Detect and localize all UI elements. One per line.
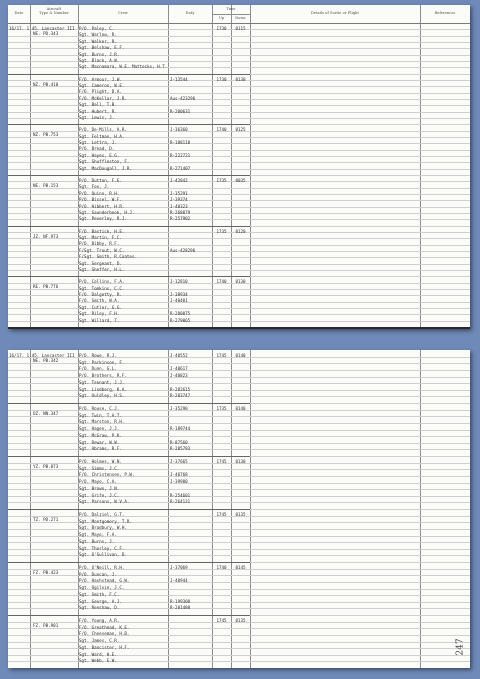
entry-time-up: 1735 bbox=[216, 178, 227, 183]
entry-aircraft: NE. PB.153 bbox=[33, 183, 59, 188]
ruled-line bbox=[8, 496, 470, 497]
crew-member: F/O. Dunn, G.L. bbox=[79, 366, 117, 372]
ruled-line bbox=[8, 377, 470, 378]
column-rule bbox=[30, 5, 31, 327]
crew-member: P/O. Paley, C. bbox=[79, 26, 115, 31]
crew-member: F/Sgt. Trout, W.C. bbox=[79, 247, 125, 253]
entry-time-down: 0125 bbox=[235, 127, 246, 133]
ruled-line bbox=[8, 55, 470, 56]
crew-service-number: R-271407 bbox=[170, 165, 191, 171]
crew-member: Sgt. Bradbury, W.H. bbox=[79, 525, 127, 531]
crew-member: Sgt. Cutler, G.G. bbox=[79, 304, 122, 310]
crew-member: Sgt. Fox, J. bbox=[79, 184, 110, 190]
ruled-line bbox=[8, 112, 470, 113]
sortie-separator bbox=[8, 562, 250, 563]
ruled-line bbox=[8, 245, 470, 246]
entry-aircraft: OZ. NN.347 bbox=[33, 411, 59, 416]
crew-service-number: R-201480 bbox=[170, 605, 191, 611]
ruled-line bbox=[8, 162, 470, 163]
crew-service-number: R-268079 bbox=[170, 209, 191, 215]
entry-time-down: 0140 bbox=[235, 406, 246, 411]
crew-service-number: J-36360 bbox=[170, 127, 188, 133]
crew-member: P/O. Bissel, W.F. bbox=[79, 197, 122, 203]
ruled-line bbox=[8, 48, 470, 49]
entry-time-down: 0120 bbox=[235, 228, 246, 234]
crew-member: Sgt. Martin, F.C. bbox=[79, 235, 122, 241]
column-rule bbox=[250, 5, 251, 327]
entry-time-down: 0115 bbox=[235, 26, 246, 31]
ruled-line bbox=[8, 589, 470, 590]
crew-member: Sgt. Ward, H.E. bbox=[79, 651, 117, 657]
crew-service-number: J-35290 bbox=[170, 406, 188, 411]
ruled-line bbox=[8, 628, 470, 629]
crew-member: P/O. Bibby, R.F. bbox=[79, 241, 120, 247]
crew-service-number: R-254601 bbox=[170, 492, 191, 498]
entry-time-up: 1745 bbox=[216, 459, 227, 464]
entry-time-up: 1740 bbox=[216, 127, 227, 133]
sortie-separator bbox=[8, 124, 250, 125]
crew-member: Sgt. Lettra, J. bbox=[79, 140, 117, 146]
ruled-line bbox=[8, 522, 470, 523]
ruled-line bbox=[8, 188, 470, 189]
ruled-line bbox=[8, 416, 470, 417]
ruled-line bbox=[8, 383, 470, 384]
ruled-line bbox=[8, 257, 470, 258]
crew-member: Sgt. Shuffleston, F. bbox=[79, 159, 130, 165]
crew-service-number: J-40552 bbox=[170, 353, 188, 358]
crew-service-number: J-42842 bbox=[170, 178, 188, 183]
crew-member: Sgt. Smith, F.C. bbox=[79, 591, 120, 597]
ruled-line bbox=[8, 390, 470, 391]
ruled-line bbox=[8, 99, 470, 100]
crew-member: Sgt. Willard, T. bbox=[79, 317, 120, 323]
header-details: Details of Sortie or Flight bbox=[310, 11, 359, 15]
ruled-line bbox=[8, 295, 470, 296]
crew-member: Sgt. Lewis, J. bbox=[79, 114, 115, 120]
entry-time-down: 0135 bbox=[235, 618, 246, 623]
crew-service-number: R-87560 bbox=[170, 439, 188, 445]
crew-member: Sgt. Burns, J. bbox=[79, 538, 115, 544]
ruled-line bbox=[8, 602, 470, 603]
header-date: Date bbox=[14, 11, 24, 15]
entry-aircraft: FZ. PB.901 bbox=[33, 623, 59, 628]
entry-time-up: 1735 bbox=[216, 228, 227, 234]
entry-time-up: 1730 bbox=[216, 76, 227, 82]
ruled-line bbox=[8, 238, 470, 239]
crew-member: P/O. Duncan, J. bbox=[79, 571, 117, 577]
entry-date: 16/17. 1.45. Lancaster III bbox=[9, 26, 75, 31]
crew-member: F/O. Greathead, K.E. bbox=[79, 624, 130, 630]
ruled-line bbox=[8, 200, 470, 201]
crew-service-number: R-222721 bbox=[170, 152, 191, 158]
page-number: 247 bbox=[455, 638, 466, 656]
crew-member: Sgt. Hagen, J.J. bbox=[79, 426, 120, 432]
ruled-line bbox=[8, 36, 470, 37]
crew-service-number: R-188118 bbox=[170, 140, 191, 146]
entry-aircraft: NE. PB.342 bbox=[33, 358, 59, 363]
crew-member: Sgt. Parsons, W.V.A. bbox=[79, 499, 130, 505]
ruled-line bbox=[8, 370, 470, 371]
crew-service-number: J-40617 bbox=[170, 366, 188, 372]
entry-time-up: 1740 bbox=[216, 279, 227, 285]
ruled-line bbox=[8, 118, 470, 119]
ruled-line bbox=[8, 436, 470, 437]
entry-time-down: 0130 bbox=[235, 279, 246, 285]
crew-service-number: R-257902 bbox=[170, 216, 191, 222]
crew-member: Sgt. Warlow, R. bbox=[79, 32, 117, 38]
ruled-line bbox=[8, 423, 470, 424]
crew-member: P/O. O'Neill, R.H. bbox=[79, 565, 125, 570]
ruled-line bbox=[8, 608, 470, 609]
crew-member: Sgt. Feltman, H.A. bbox=[79, 133, 125, 139]
crew-service-number: J-38934 bbox=[170, 292, 188, 298]
crew-member: Sgt. Belshaw, E.F. bbox=[79, 45, 125, 51]
crew-member: Sgt. Saunderbook, H.J. bbox=[79, 209, 135, 215]
crew-member: P/O. Holmes, W.N. bbox=[79, 459, 122, 464]
ruled-line bbox=[8, 502, 470, 503]
ruled-line bbox=[8, 86, 470, 87]
crew-service-number: J-39374 bbox=[170, 197, 188, 203]
ruled-line bbox=[8, 270, 470, 271]
ruled-line bbox=[8, 582, 470, 583]
sortie-separator bbox=[8, 175, 250, 176]
crew-member: F/O. Smith, W.A. bbox=[79, 298, 120, 304]
crew-member: Sgt. Mayo, F.A. bbox=[79, 532, 117, 538]
crew-member: F/O. McKellar, J.R. bbox=[79, 95, 127, 101]
ruled-line bbox=[8, 156, 470, 157]
ruled-line bbox=[8, 150, 470, 151]
sortie-separator bbox=[8, 509, 250, 510]
crew-member: P/O. Brothers, R.F. bbox=[79, 373, 127, 379]
crew-member: F/O. Plight, D.A. bbox=[79, 89, 122, 95]
crew-service-number: R-279065 bbox=[170, 317, 191, 323]
sortie-separator bbox=[8, 403, 250, 404]
ruled-line bbox=[8, 213, 470, 214]
column-rule bbox=[168, 5, 169, 327]
crew-member: P/O. Dalziel, G.T. bbox=[79, 512, 125, 517]
ruled-line bbox=[8, 105, 470, 106]
ruled-line bbox=[8, 61, 470, 62]
crew-service-number: R-264131 bbox=[170, 499, 191, 505]
entry-aircraft: NZ. PB.410 bbox=[33, 81, 59, 87]
crew-service-number: R-200631 bbox=[170, 108, 191, 114]
entry-time-up: 1745 bbox=[216, 353, 227, 358]
crew-member: Sgt. Bancister, H.F. bbox=[79, 644, 130, 650]
crew-member: P/O. Dutton, F.E. bbox=[79, 178, 122, 183]
crew-member: P/O. Mayo, C.A. bbox=[79, 479, 117, 485]
ruled-line bbox=[8, 251, 470, 252]
crew-member: Sgt. Burns, J.R. bbox=[79, 51, 120, 57]
header-up: Up bbox=[218, 16, 225, 20]
crew-member: Sgt. Marston, R.H. bbox=[79, 419, 125, 425]
crew-member: Sgt. Simms, J.C. bbox=[79, 465, 120, 471]
ruled-line bbox=[8, 536, 470, 537]
crew-member: Sgt. Abrams, R.F. bbox=[79, 446, 122, 452]
crew-member: Sgt. Black, A.W. bbox=[79, 57, 120, 63]
crew-member: Sgt. Twin, T.A.T. bbox=[79, 412, 122, 418]
entry-time-down: 0135 bbox=[235, 512, 246, 517]
entry-time-down: 0130 bbox=[235, 459, 246, 464]
header-aircraft: Aircraft Type & Number bbox=[39, 7, 69, 16]
ruled-line bbox=[8, 542, 470, 543]
ruled-line bbox=[8, 642, 470, 643]
crew-member: F/O. Christensen, P.W. bbox=[79, 472, 135, 478]
crew-member: Sgt. Hayes, E.G. bbox=[79, 152, 120, 158]
ruled-line bbox=[8, 529, 470, 530]
crew-service-number: R-199308 bbox=[170, 598, 191, 604]
crew-member: Sgt. Riley, F.H. bbox=[79, 311, 120, 317]
sortie-separator bbox=[8, 276, 250, 277]
crew-service-number: Aus-423296 bbox=[170, 95, 196, 101]
crew-service-number: R-283747 bbox=[170, 393, 191, 399]
crew-service-number: J-39980 bbox=[170, 479, 188, 485]
ruled-line bbox=[8, 42, 470, 43]
crew-member: Sgt. Dewar, W.W. bbox=[79, 439, 120, 445]
ruled-line bbox=[8, 264, 470, 265]
crew-member: Sgt. Brown, J.N. bbox=[79, 485, 120, 491]
crew-member: P/O. Rouse, C.J. bbox=[79, 406, 120, 411]
record-page-1 bbox=[8, 5, 470, 329]
ruled-line bbox=[8, 321, 470, 322]
ruled-line bbox=[8, 219, 470, 220]
entry-date: 16/17. 1.45. Lancaster III bbox=[9, 353, 75, 358]
header-references: References bbox=[434, 11, 456, 15]
record-page-2 bbox=[8, 350, 470, 668]
crew-member: Sgt. Ball, T.B. bbox=[79, 102, 117, 108]
ruled-line bbox=[8, 207, 470, 208]
crew-member: F/O. Young, A.R. bbox=[79, 618, 120, 623]
ruled-line bbox=[8, 661, 470, 662]
entry-time-up: 1735 bbox=[216, 406, 227, 411]
ruled-line bbox=[8, 289, 470, 290]
ruled-line bbox=[8, 655, 470, 656]
crew-member: Sgt. Parkinson, F. bbox=[79, 359, 125, 365]
crew-member: Sgt. O'Sullivan, D. bbox=[79, 552, 127, 558]
crew-member: F/O. Armour, J.W. bbox=[79, 76, 122, 82]
crew-member: Sgt. Renshaw, D. bbox=[79, 605, 120, 611]
entry-time-up: 1730 bbox=[216, 26, 227, 31]
crew-member: P/O. Bread, D. bbox=[79, 146, 115, 152]
crew-member: P/O. De-Mills, A.R. bbox=[79, 127, 127, 133]
crew-service-number: R-280075 bbox=[170, 311, 191, 317]
crew-service-number: R-282615 bbox=[170, 386, 191, 392]
entry-time-up: 1745 bbox=[216, 512, 227, 517]
crew-member: Sgt. Tomkins, C.C. bbox=[79, 285, 125, 291]
ruled-line bbox=[8, 314, 470, 315]
ruled-line bbox=[8, 93, 470, 94]
ruled-line bbox=[8, 635, 470, 636]
ruled-line bbox=[8, 555, 470, 556]
header-crew: Crew bbox=[118, 11, 128, 15]
ruled-line bbox=[8, 302, 470, 303]
crew-service-number: J-37069 bbox=[170, 565, 188, 570]
crew-member: Sgt. Sheffer, H.L. bbox=[79, 266, 125, 272]
ruled-line bbox=[8, 489, 470, 490]
crew-member: Sgt. Peverley, R.J. bbox=[79, 216, 127, 222]
crew-member: Sgt. Cameron, W.E. bbox=[79, 83, 125, 89]
entry-aircraft: NZ. PB.753 bbox=[33, 132, 59, 138]
crew-member: F/O. Bastick, H.E. bbox=[79, 228, 125, 234]
crew-member: Sgt. Thorley, C.F. bbox=[79, 545, 125, 551]
ruled-line bbox=[8, 308, 470, 309]
crew-member: F/O. Dalgetty, R. bbox=[79, 292, 122, 298]
crew-member: Sgt. Lindberg, K.A. bbox=[79, 386, 127, 392]
crew-member: Sgt. Hubert, R. bbox=[79, 108, 117, 114]
sortie-separator bbox=[8, 226, 250, 227]
sortie-separator bbox=[8, 615, 250, 616]
entry-time-down: 0130 bbox=[235, 76, 246, 82]
crew-service-number: R-285793 bbox=[170, 446, 191, 452]
ruled-line bbox=[8, 595, 470, 596]
entry-time-up: 1740 bbox=[216, 565, 227, 570]
crew-service-number: J-40768 bbox=[170, 472, 188, 478]
crew-member: P/O. Collins, F.A. bbox=[79, 279, 125, 285]
ruled-line bbox=[8, 648, 470, 649]
crew-member: Sgt. Walker, R. bbox=[79, 38, 117, 44]
crew-member: P/O. Rowe, R.J. bbox=[79, 353, 117, 358]
crew-service-number: J-37665 bbox=[170, 459, 188, 464]
ruled-line bbox=[8, 143, 470, 144]
ruled-line bbox=[8, 194, 470, 195]
crew-member: P/O. Quinn, R.H. bbox=[79, 190, 120, 196]
crew-service-number: J-40323 bbox=[170, 203, 188, 209]
crew-service-number: J-12810 bbox=[170, 279, 188, 285]
entry-aircraft: FZ. PB.423 bbox=[33, 570, 59, 575]
crew-member: Sgt. Webb, E.W. bbox=[79, 658, 117, 664]
crew-member: F/Sgt. Smith, R.Coates. bbox=[79, 254, 137, 260]
crew-member: Sgt. James, C.R. bbox=[79, 638, 120, 644]
crew-member: Sgt. MacDougall, J.R. bbox=[79, 165, 132, 171]
entry-aircraft: TZ. PD.271 bbox=[33, 517, 59, 522]
ruled-line bbox=[8, 137, 470, 138]
crew-service-number: J-13544 bbox=[170, 76, 188, 82]
entry-time-down: 0035 bbox=[235, 178, 246, 183]
ruled-line bbox=[8, 430, 470, 431]
crew-member: F/O. Cheeseman, H.B. bbox=[79, 631, 130, 637]
crew-member: Sgt. Ouldley, H.S. bbox=[79, 393, 125, 399]
entry-aircraft: NE. PD.343 bbox=[33, 31, 59, 36]
time-subheader-rule bbox=[212, 14, 250, 15]
crew-member: P/O. Hibbert, H.R. bbox=[79, 203, 125, 209]
crew-service-number: J-40823 bbox=[170, 373, 188, 379]
sortie-separator bbox=[8, 456, 250, 457]
ruled-line bbox=[8, 67, 470, 68]
crew-service-number: J-40944 bbox=[170, 578, 188, 584]
crew-service-number: J-40401 bbox=[170, 298, 188, 304]
crew-member: Sgt. Sergeant, D. bbox=[79, 260, 122, 266]
ruled-line bbox=[8, 363, 470, 364]
crew-member: Sgt. George, A.J. bbox=[79, 598, 122, 604]
entry-aircraft: RE. PB.776 bbox=[33, 284, 59, 290]
crew-service-number: J-35291 bbox=[170, 190, 188, 196]
column-rule bbox=[420, 5, 421, 327]
ruled-line bbox=[8, 575, 470, 576]
crew-service-number: Aus-428296 bbox=[170, 247, 196, 253]
entry-aircraft: JZ. NF.973 bbox=[33, 233, 59, 239]
ruled-line bbox=[8, 483, 470, 484]
ruled-line bbox=[8, 476, 470, 477]
entry-time-down: 0145 bbox=[235, 565, 246, 570]
sortie-separator bbox=[8, 74, 250, 75]
ruled-line bbox=[8, 396, 470, 397]
ruled-line bbox=[8, 549, 470, 550]
crew-member: Sgt. Macnamara, W.E. Mattocks, H.T. bbox=[79, 64, 168, 70]
entry-time-up: 1745 bbox=[216, 618, 227, 623]
header-down: Down bbox=[235, 16, 246, 20]
crew-member: Sgt. Montgomery, T.R. bbox=[79, 518, 132, 524]
crew-member: Sgt. McGraw, P.K. bbox=[79, 432, 122, 438]
crew-member: Sgt. Tennant, J.J. bbox=[79, 379, 125, 385]
ruled-line bbox=[8, 443, 470, 444]
header-time: Time bbox=[226, 7, 236, 11]
crew-service-number: R-189744 bbox=[170, 426, 191, 432]
header-duty: Duty bbox=[185, 11, 195, 15]
crew-member: Sgt. Grife, J.C. bbox=[79, 492, 120, 498]
ruled-line bbox=[8, 449, 470, 450]
ruled-line bbox=[8, 169, 470, 170]
entry-aircraft: YZ. PB.873 bbox=[33, 464, 59, 469]
crew-member: P/O. Hashstead, G.W. bbox=[79, 578, 130, 584]
entry-time-down: 0140 bbox=[235, 353, 246, 358]
ruled-line bbox=[8, 469, 470, 470]
crew-member: Sgt. Ogilvie, J.C. bbox=[79, 585, 125, 591]
